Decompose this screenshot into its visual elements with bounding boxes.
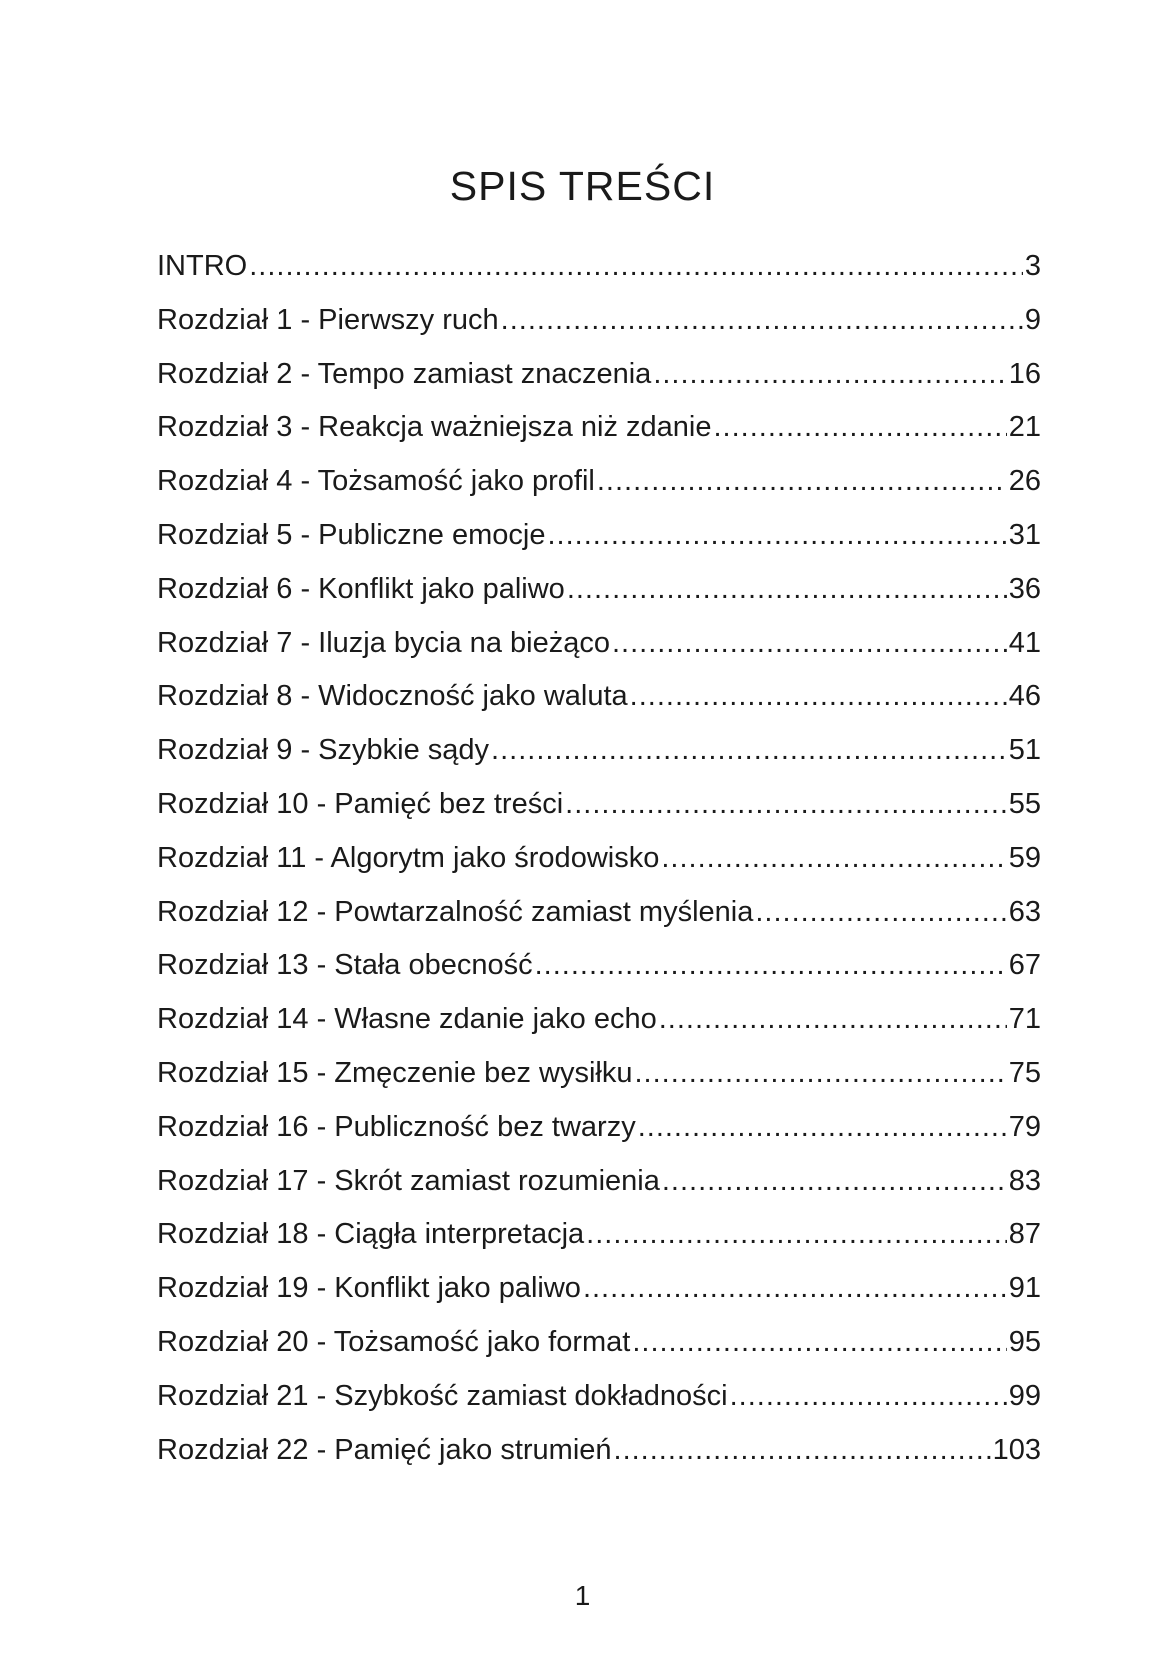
dot-leader	[614, 1424, 991, 1478]
table-of-contents	[157, 240, 1041, 1477]
toc-entry-page: 55	[1008, 787, 1041, 820]
toc-row	[157, 1262, 1041, 1316]
toc-entry-label: Rozdział 12 - Powtarzalność zamiast myślenia	[157, 895, 754, 928]
toc-entry-label: Rozdział 5 - Publiczne emocje	[157, 518, 546, 551]
toc-entry-page: 9	[1024, 303, 1041, 336]
toc-entry-page: 21	[1008, 411, 1041, 444]
toc-entry-label: Rozdział 17 - Skrót zamiast rozumienia	[157, 1164, 660, 1197]
toc-entry-label: Rozdział 19 - Konflikt jako paliwo	[157, 1272, 581, 1305]
toc-row	[157, 1155, 1041, 1209]
dot-leader	[597, 455, 1007, 509]
toc-entry-page: 26	[1008, 465, 1041, 498]
dot-leader	[612, 617, 1007, 671]
toc-entry-label: Rozdział 16 - Publiczność bez twarzy	[157, 1110, 636, 1143]
dot-leader	[249, 240, 1023, 294]
dot-leader	[491, 724, 1007, 778]
toc-entry-page: 103	[992, 1433, 1041, 1466]
toc-row	[157, 778, 1041, 832]
toc-entry-page: 41	[1008, 626, 1041, 659]
toc-row	[157, 1208, 1041, 1262]
toc-row	[157, 1047, 1041, 1101]
toc-entry-label: Rozdział 7 - Iluzja bycia na bieżąco	[157, 626, 610, 659]
dot-leader	[661, 832, 1006, 886]
toc-entry-page: 99	[1008, 1379, 1041, 1412]
toc-row	[157, 509, 1041, 563]
toc-entry-page: 51	[1008, 734, 1041, 767]
toc-row	[157, 724, 1041, 778]
toc-row	[157, 455, 1041, 509]
toc-entry-label: Rozdział 8 - Widoczność jako waluta	[157, 680, 628, 713]
toc-row	[157, 886, 1041, 940]
toc-row	[157, 1316, 1041, 1370]
toc-entry-page: 79	[1008, 1110, 1041, 1143]
toc-entry-page: 67	[1008, 949, 1041, 982]
page-number: 1	[574, 1580, 591, 1611]
dot-leader	[632, 1316, 1006, 1370]
toc-row	[157, 832, 1041, 886]
toc-entry-page: 3	[1024, 250, 1041, 282]
toc-entry-page: 63	[1008, 895, 1041, 928]
toc-entry-label: Rozdział 4 - Tożsamość jako profil	[157, 465, 595, 498]
toc-entry-label: Rozdział 11 - Algorytm jako środowisko	[157, 841, 660, 874]
toc-entry-page: 91	[1008, 1272, 1041, 1305]
toc-entry-page: 75	[1008, 1056, 1041, 1089]
dot-leader	[535, 939, 1007, 993]
toc-entry-label: Rozdział 9 - Szybkie sądy	[157, 734, 490, 767]
dot-leader	[662, 1155, 1007, 1209]
toc-row	[157, 993, 1041, 1047]
dot-leader	[659, 993, 1007, 1047]
toc-entry-label: Rozdział 2 - Tempo zamiast znaczenia	[157, 357, 652, 390]
toc-row	[157, 939, 1041, 993]
dot-leader	[501, 294, 1023, 348]
toc-row	[157, 401, 1041, 455]
toc-entry-label: INTRO	[157, 250, 248, 282]
toc-row	[157, 563, 1041, 617]
toc-row	[157, 617, 1041, 671]
dot-leader	[634, 1047, 1006, 1101]
toc-entry-label: Rozdział 20 - Tożsamość jako format	[157, 1325, 631, 1358]
toc-entry-label: Rozdział 21 - Szybkość zamiast dokładności	[157, 1379, 728, 1412]
toc-entry-label: Rozdział 6 - Konflikt jako paliwo	[157, 572, 565, 605]
toc-entry-page: 83	[1008, 1164, 1041, 1197]
dot-leader	[653, 348, 1006, 402]
toc-entry-label: Rozdział 13 - Stała obecność	[157, 949, 533, 982]
toc-entry-label: Rozdział 10 - Pamięć bez treści	[157, 787, 564, 820]
toc-entry-page: 31	[1008, 518, 1041, 551]
dot-leader	[730, 1370, 1007, 1424]
toc-row	[157, 670, 1041, 724]
dot-leader	[755, 886, 1006, 940]
toc-entry-page: 46	[1008, 680, 1041, 713]
toc-entry-label: Rozdział 14 - Własne zdanie jako echo	[157, 1003, 657, 1036]
dot-leader	[567, 563, 1007, 617]
toc-row	[157, 240, 1041, 294]
toc-row	[157, 1424, 1041, 1478]
dot-leader	[638, 1101, 1007, 1155]
toc-row	[157, 1370, 1041, 1424]
dot-leader	[586, 1208, 1007, 1262]
toc-entry-page: 95	[1008, 1325, 1041, 1358]
toc-entry-page: 16	[1008, 357, 1041, 390]
toc-row	[157, 294, 1041, 348]
toc-entry-label: Rozdział 1 - Pierwszy ruch	[157, 303, 499, 336]
toc-row	[157, 1101, 1041, 1155]
dot-leader	[547, 509, 1006, 563]
toc-entry-label: Rozdział 15 - Zmęczenie bez wysiłku	[157, 1056, 633, 1089]
dot-leader	[583, 1262, 1007, 1316]
toc-entry-page: 36	[1008, 572, 1041, 605]
toc-entry-label: Rozdział 3 - Reakcja ważniejsza niż zdanie	[157, 411, 712, 444]
page-title: SPIS TREŚCI	[449, 163, 716, 209]
toc-entry-page: 87	[1008, 1218, 1041, 1251]
dot-leader	[565, 778, 1007, 832]
toc-entry-page: 71	[1008, 1003, 1041, 1036]
toc-row	[157, 348, 1041, 402]
dot-leader	[713, 401, 1006, 455]
toc-entry-page: 59	[1008, 841, 1041, 874]
dot-leader	[630, 670, 1007, 724]
toc-entry-label: Rozdział 18 - Ciągła interpretacja	[157, 1218, 585, 1251]
toc-entry-label: Rozdział 22 - Pamięć jako strumień	[157, 1433, 612, 1466]
